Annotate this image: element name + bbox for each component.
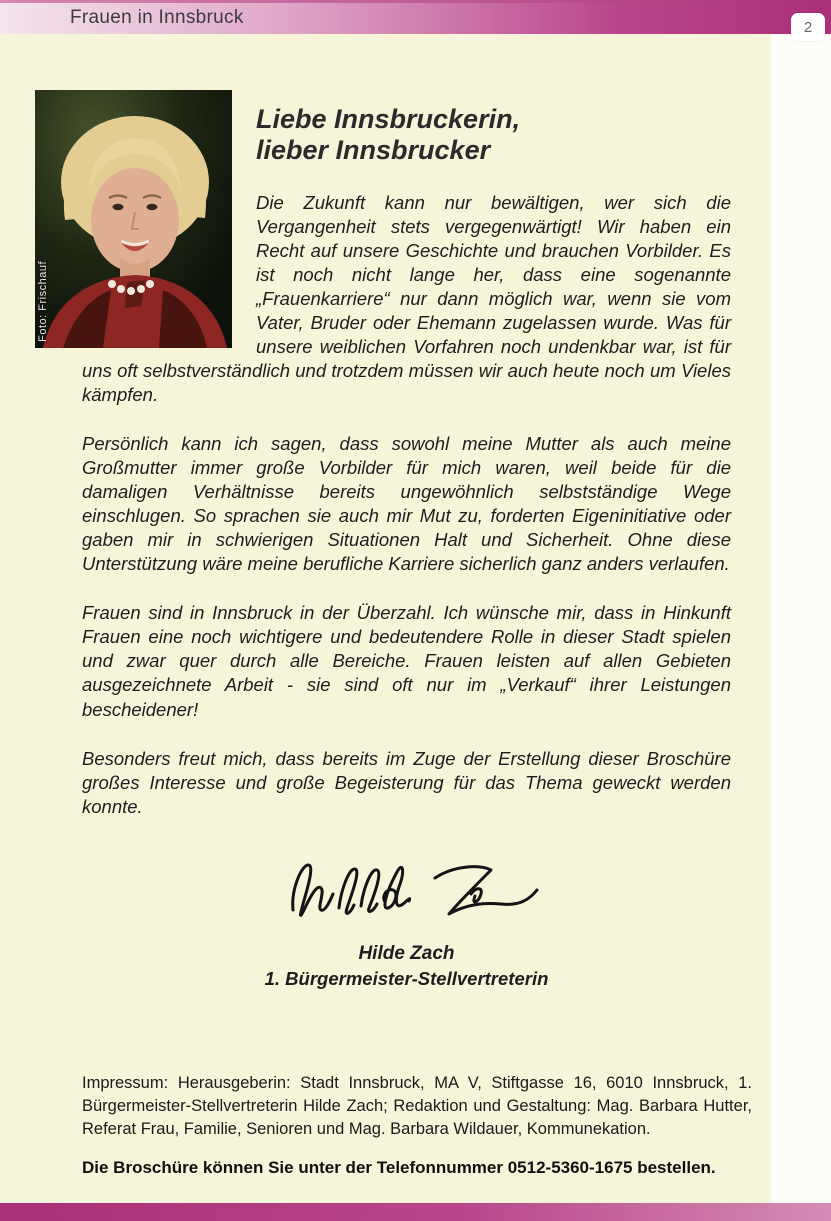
page-number-badge: 2: [791, 13, 825, 41]
letter-paragraph-2: Persönlich kann ich sagen, dass sowohl meine Mutter als auch meine Großmutter immer große Vorbilder für mich waren, weil beide für die damaligen Verhältnisse bereits ungewöhnlich selbstständige Wege einschlugen. So sprachen sie auch mir Mut zu, forderten Eigeninitiative oder gaben mir in schwierigen Situationen Halt und Sicherheit. Ohne diese Unterstützung wäre meine berufliche Karriere sicherlich ganz anders verlaufen.: [82, 433, 731, 575]
impressum-text: Impressum: Herausgeberin: Stadt Innsbruck, MA V, Stiftgasse 16, 6010 Innsbruck, 1. Bürgermeister-Stellvertreterin Hilde Zach; Redaktion und Gestaltung: Mag. Barbara Hutter, Referat Frau, Familie, Senioren und Mag. Barbara Wildauer, Kommunekation.: [82, 1074, 752, 1138]
letter-title-line1: Liebe Innsbruckerin,: [256, 104, 521, 134]
letter-paragraph-3: Frauen sind in Innsbruck in der Überzahl. Ich wünsche mir, dass in Hinkunft Frauen eine noch wichtigere und bedeutendere Rolle in dieser Stadt spielen und zwar quer durch alle Bereiche. Frauen leisten auf allen Gebieten ausgezeichnete Arbeit - sie sind oft nur im „Verkauf“ ihrer Leistungen bescheidener!: [82, 602, 731, 720]
page-header-bar: [0, 0, 831, 34]
portrait-photo-image: [35, 90, 232, 348]
letter-title-line2: lieber Innsbrucker: [256, 135, 491, 166]
page-edge-strip: [771, 34, 831, 1203]
handwritten-signature: [277, 844, 547, 936]
header-title: Frauen in Innsbruck: [70, 7, 244, 28]
signature-name: Hilde Zach: [358, 942, 455, 964]
letter-paragraph-4: Besonders freut mich, dass bereits im Zuge der Erstellung dieser Broschüre großes Interesse und große Begeisterung für das Thema geweckt werden konnte.: [82, 747, 731, 817]
letter-body: [0, 34, 831, 990]
letter-paragraph-1: Die Zukunft kann nur bewältigen, wer sich die Vergangenheit stets vergegenwärtigt! Wir haben ein Recht auf unsere Geschichte und brauchen Vorbilder. Es ist noch nicht lange her, dass eine sogenannte „Frauenkarriere“ nur dann möglich war, wenn sie vom Vater, Bruder oder Ehemann zugelassen wurde. Was für unsere weiblichen Vorfahren noch undenkbar war, ist für uns oft selbstverständlich und trotzdem müssen wir auch heute noch um Vieles kämpfen.: [82, 191, 731, 405]
portrait-photo: [35, 90, 232, 348]
signature-block: [82, 844, 731, 990]
signature-title: 1. Bürgermeister-Stellvertreterin: [264, 967, 549, 989]
photo-credit: Foto: Frischauf: [37, 261, 49, 342]
order-info-line: Die Broschüre können Sie unter der Telefonnummer 0512-5360-1675 bestellen.: [82, 1158, 716, 1177]
page-footer-bar: [0, 1203, 831, 1221]
